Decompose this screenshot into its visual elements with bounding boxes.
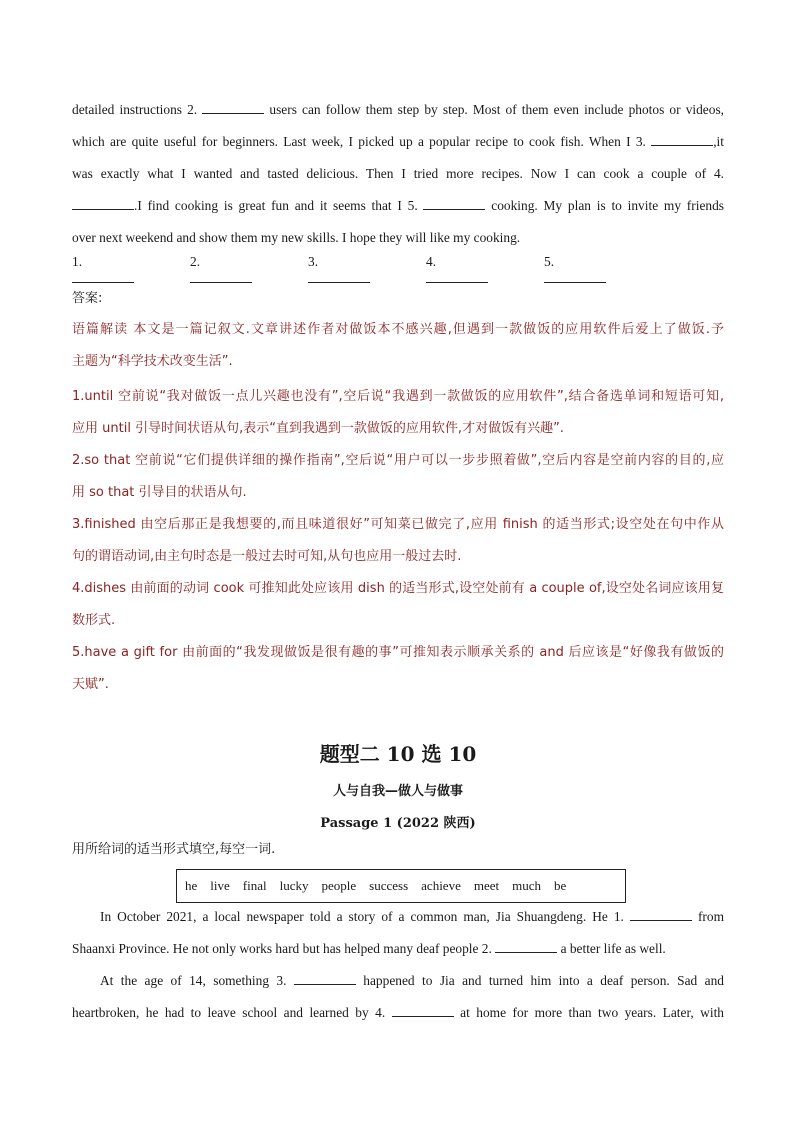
word-bank-item: meet (473, 878, 500, 893)
choice-number: 4. (426, 254, 437, 269)
text-line (72, 126, 724, 158)
text-line (72, 158, 724, 190)
passage-line (72, 965, 724, 997)
answer-blank[interactable] (423, 197, 485, 210)
choice-item (426, 254, 544, 287)
text-span: cooking. My plan is to invite my friends (491, 198, 724, 213)
word-bank-item: final (242, 878, 267, 893)
answer-line: 应用 until 引导时间状语从句,表示“直到我遇到一款做饭的应用软件,才对做饭有兴趣”. (72, 421, 564, 436)
text-span: .I find cooking is great fun and it seems that I 5. (134, 198, 418, 213)
answer-blank[interactable] (651, 133, 713, 146)
text-span: which are quite useful for beginners. Last week, I picked up a popular recipe to cook fish. When I 3. (72, 134, 646, 149)
passage-line (72, 997, 724, 1029)
answer-blank[interactable] (190, 270, 252, 283)
passage-line (72, 901, 724, 933)
answer-blank[interactable] (202, 101, 264, 114)
answer-blank[interactable] (294, 972, 356, 985)
text-span: In October 2021, a local newspaper told a story of a common man, Jia Shuangdeng. He 1. (100, 909, 624, 924)
word-bank-item: he (185, 878, 198, 893)
section-heading: 题型二 10 选 10 (319, 742, 477, 766)
answer-blank[interactable] (630, 908, 692, 921)
answer-line: 主题为“科学技术改变生活”. (72, 354, 233, 369)
text-span: over next weekend and show them my new skills. I hope they will like my cooking. (72, 230, 521, 245)
text-line (72, 222, 724, 254)
choice-number: 1. (72, 254, 83, 269)
passage-title: Passage 1 (2022 陕西) (320, 816, 476, 831)
word-bank (176, 869, 626, 903)
text-span: a better life as well. (560, 941, 666, 956)
word-bank-item: be (554, 878, 567, 893)
word-bank-item: success (369, 878, 409, 893)
answer-line: 天赋”. (72, 677, 109, 692)
answer-line: 数形式. (72, 613, 116, 628)
text-span: at home for more than two years. Later, with (460, 1005, 724, 1020)
text-span: ,it (713, 134, 724, 149)
text-line (72, 190, 724, 222)
word-bank-item: achieve (421, 878, 461, 893)
answer-line: 用 so that 引导目的状语从句. (72, 485, 247, 500)
text-span: users can follow them step by step. Most of them even include photos or videos, (269, 102, 724, 117)
answer-line: 句的谓语动词,由主句时态是一般过去时可知,从句也应用一般过去时. (72, 549, 462, 564)
text-span: detailed instructions 2. (72, 102, 198, 117)
text-span: happened to Jia and turned him into a deaf person. Sad and (363, 973, 724, 988)
answer-blank[interactable] (72, 197, 134, 210)
word-bank-item: much (512, 878, 542, 893)
text-line (72, 94, 724, 126)
answer-line: 3.finished 由空后那正是我想要的,而且味道很好”可知菜已做完了,应用 finish 的适当形式;设空处在句中作从 (72, 517, 724, 532)
answer-blank[interactable] (392, 1004, 454, 1017)
word-bank-item: lucky (279, 878, 309, 893)
text-span: was exactly what I wanted and tasted delicious. Then I tried more recipes. Now I can cook a couple of 4. (72, 166, 724, 181)
choice-number: 2. (190, 254, 201, 269)
answer-label: 答案: (72, 291, 103, 306)
section-subheading: 人与自我—做人与做事 (332, 784, 463, 799)
answer-line: 2.so that 空前说“它们提供详细的操作指南”,空后说“用户可以一步步照着做”,空后内容是空前内容的目的,应 (72, 453, 724, 468)
choice-number: 5. (544, 254, 555, 269)
answer-blank[interactable] (308, 270, 370, 283)
choice-item (72, 254, 190, 287)
passage-line (72, 933, 724, 965)
answer-line: 1.until 空前说“我对做饭一点儿兴趣也没有”,空后说“我遇到一款做饭的应用软件”,结合备选单词和短语可知, (72, 389, 724, 404)
text-span: from (697, 909, 724, 924)
answer-line: 语篇解读 本文是一篇记叙文.文章讲述作者对做饭本不感兴趣,但遇到一款做饭的应用软件后爱上了做饭.予 (72, 322, 724, 337)
answer-blank[interactable] (495, 940, 557, 953)
word-bank-item: live (210, 878, 230, 893)
word-bank-item: people (321, 878, 357, 893)
choice-item (308, 254, 426, 287)
text-span: heartbroken, he had to leave school and learned by 4. (72, 1005, 386, 1020)
answer-choices (72, 254, 724, 287)
choice-item (190, 254, 308, 287)
answer-blank[interactable] (544, 270, 606, 283)
text-span: Shaanxi Province. He not only works hard but has helped many deaf people 2. (72, 941, 492, 956)
answer-blank[interactable] (72, 270, 134, 283)
answer-line: 4.dishes 由前面的动词 cook 可推知此处应该用 dish 的适当形式,设空处前有 a couple of,设空处名词应该用复 (72, 581, 724, 596)
answer-blank[interactable] (426, 270, 488, 283)
answer-line: 5.have a gift for 由前面的“我发现做饭是很有趣的事”可推知表示顺承关系的 and 后应该是“好像我有做饭的 (72, 645, 724, 660)
text-span: At the age of 14, something 3. (100, 973, 287, 988)
instruction: 用所给词的适当形式填空,每空一词. (72, 842, 276, 857)
choice-number: 3. (308, 254, 319, 269)
choice-item (544, 254, 662, 287)
